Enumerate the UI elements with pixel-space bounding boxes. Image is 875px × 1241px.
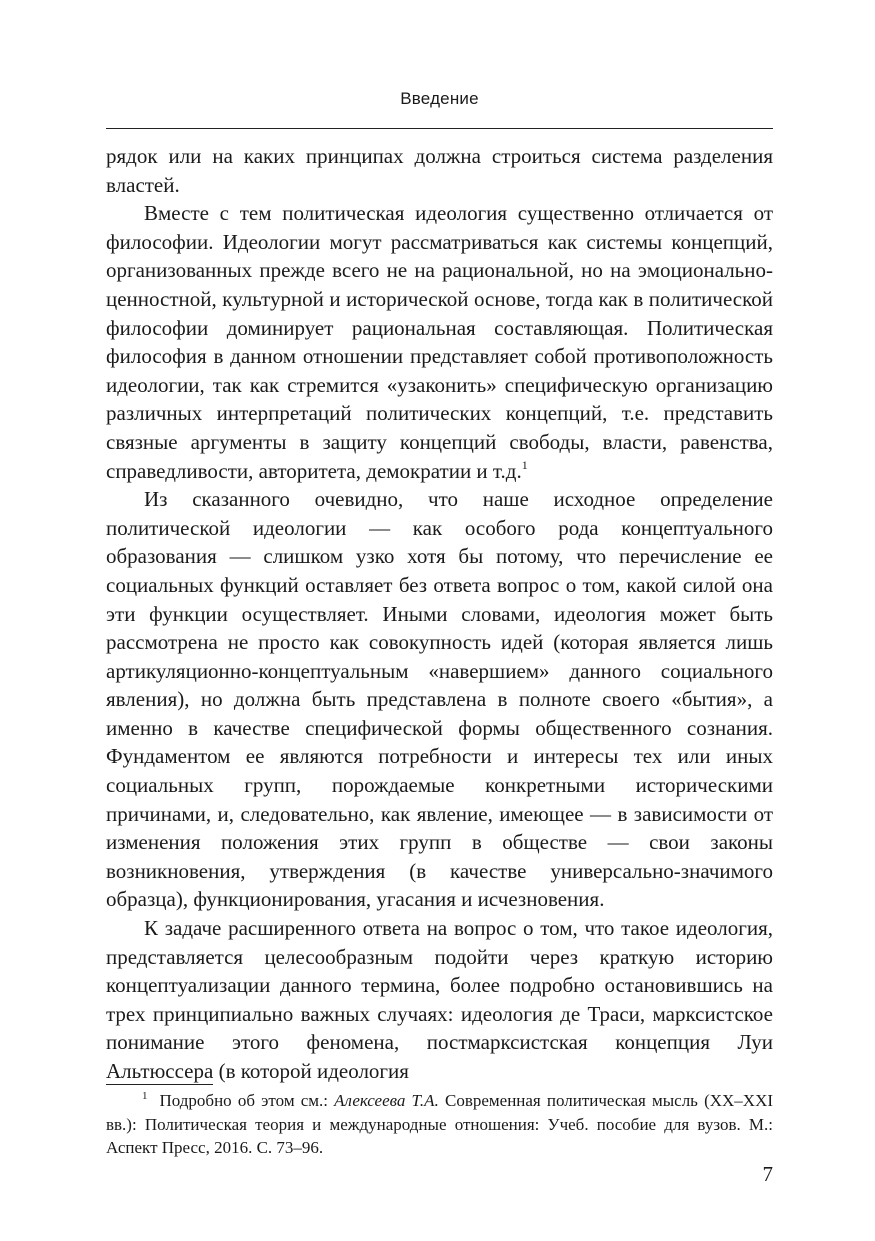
footnote-mark: 1 <box>142 1090 148 1102</box>
footnote-text-before: Подробно об этом см.: <box>159 1091 335 1110</box>
paragraph-3-text: Из сказанного очевидно, что наше исходное определение политической идеологии — как особого рода концептуального образования — слишком узко хотя бы потому, что перечисление ее социальных функций оставляет без ответа вопрос о том, какой силой она эти функции осуществляет. Иными словами, идеология может быть рассмотрена не просто как совокупность идей (которая является лишь артикуляционно-концептуальным «навершием» данного социального явления), но должна быть представлена в полноте своего «бытия», а именно в качестве специфической формы общественного сознания. Фундаментом ее являются потребности и интересы тех или иных социальных групп, порождаемые конкретными историческими причинами, и, следовательно, как явление, имеющее — в зависимости от изменения положения этих групп в обществе — свои законы возникновения, утверждения (в качестве универсально-значимого образца), функционирования, угасания и исчезновения. <box>106 487 773 912</box>
paragraph-2 <box>106 199 773 485</box>
paragraph-3 <box>106 485 773 914</box>
header-rule <box>106 128 773 129</box>
footnote-rule <box>106 1084 213 1085</box>
body-text <box>106 142 773 1086</box>
paragraph-1-text: рядок или на каких принципах должна строиться система разделения властей. <box>106 144 773 197</box>
paragraph-2-text: Вместе с тем политическая идеология существенно отличается от философии. Идеологии могут рассматриваться как системы концепций, организованных прежде всего не на рациональной, но на эмоционально-ценностной, культурной и исторической основе, тогда как в политической философии доминирует рациональная составляющая. Политическая философия в данном отношении представляет собой противоположность идеологии, так как стремится «узаконить» специфическую организацию различных интерпретаций политических концепций, т.е. представить связные аргументы в защиту концепций свободы, власти, равенства, справедливости, авторитета, демократии и т.д. <box>106 201 773 483</box>
footnote-author: Алексеева Т.А. <box>334 1091 439 1110</box>
page-number: 7 <box>762 1162 773 1186</box>
footnote-1 <box>106 1089 773 1160</box>
footnote-reference[interactable]: 1 <box>521 457 528 472</box>
footnote-text-after: Современная политическая мысль (XX–XXI вв.): Политическая теория и международные отношения: Учеб. пособие для вузов. М.: Аспект Пресс, 2016. С. 73–96. <box>106 1091 774 1158</box>
running-head: Введение <box>400 89 479 108</box>
paragraph-4 <box>106 914 773 1086</box>
paragraph-1 <box>106 142 773 199</box>
paragraph-4-text: К задаче расширенного ответа на вопрос о том, что такое идеология, представляется целесообразным подойти через краткую историю концептуализации данного термина, более подробно остановившись на трех принципиально важных случаях: идеология де Траси, марксистское понимание этого феномена, постмарксистская концепция Луи Альтюссера (в которой идеология <box>106 916 773 1083</box>
